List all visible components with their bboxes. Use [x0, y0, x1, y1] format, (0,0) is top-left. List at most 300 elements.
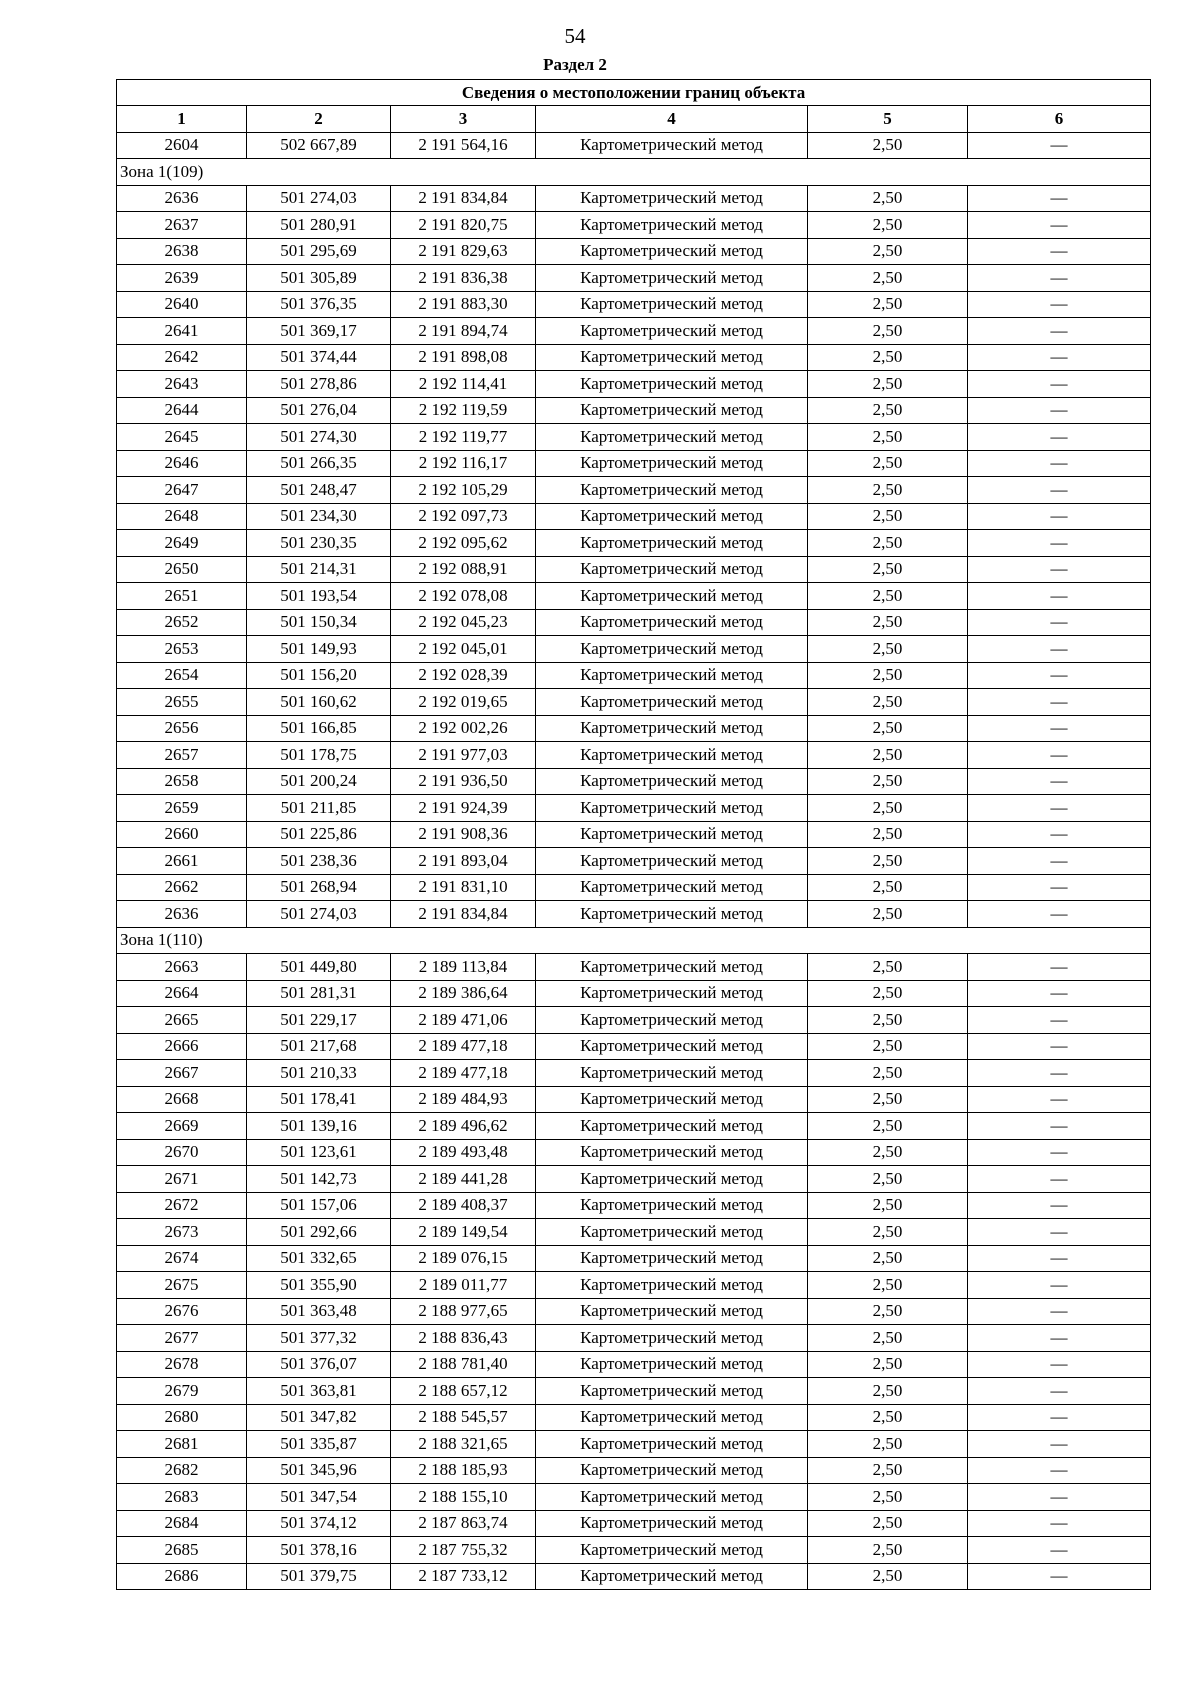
- x-coordinate-cell: 501 355,90: [247, 1272, 391, 1299]
- x-coordinate-cell: 501 225,86: [247, 821, 391, 848]
- point-number-cell: 2657: [117, 742, 247, 769]
- y-coordinate-cell: 2 189 386,64: [391, 980, 536, 1007]
- y-coordinate-cell: 2 192 097,73: [391, 503, 536, 530]
- table-row: [117, 636, 1151, 663]
- column-header-row: [117, 106, 1151, 133]
- accuracy-cell: 2,50: [808, 1272, 968, 1299]
- method-cell: Картометрический метод: [536, 212, 808, 239]
- method-cell: Картометрический метод: [536, 1325, 808, 1352]
- y-coordinate-cell: 2 189 408,37: [391, 1192, 536, 1219]
- table-row: [117, 1325, 1151, 1352]
- y-coordinate-cell: 2 191 977,03: [391, 742, 536, 769]
- x-coordinate-cell: 501 157,06: [247, 1192, 391, 1219]
- x-coordinate-cell: 501 274,03: [247, 185, 391, 212]
- point-number-cell: 2668: [117, 1086, 247, 1113]
- method-cell: Картометрический метод: [536, 424, 808, 451]
- accuracy-cell: 2,50: [808, 397, 968, 424]
- accuracy-cell: 2,50: [808, 821, 968, 848]
- x-coordinate-cell: 501 217,68: [247, 1033, 391, 1060]
- y-coordinate-cell: 2 188 836,43: [391, 1325, 536, 1352]
- accuracy-cell: 2,50: [808, 1404, 968, 1431]
- method-cell: Картометрический метод: [536, 768, 808, 795]
- table-row: [117, 1272, 1151, 1299]
- accuracy-cell: 2,50: [808, 344, 968, 371]
- x-coordinate-cell: 501 369,17: [247, 318, 391, 345]
- description-cell: —: [968, 424, 1151, 451]
- accuracy-cell: 2,50: [808, 212, 968, 239]
- description-cell: —: [968, 1192, 1151, 1219]
- y-coordinate-cell: 2 189 484,93: [391, 1086, 536, 1113]
- method-cell: Картометрический метод: [536, 795, 808, 822]
- method-cell: Картометрический метод: [536, 1060, 808, 1087]
- accuracy-cell: 2,50: [808, 265, 968, 292]
- accuracy-cell: 2,50: [808, 1192, 968, 1219]
- x-coordinate-cell: 502 667,89: [247, 132, 391, 159]
- x-coordinate-cell: 501 379,75: [247, 1563, 391, 1590]
- point-number-cell: 2684: [117, 1510, 247, 1537]
- y-coordinate-cell: 2 192 028,39: [391, 662, 536, 689]
- x-coordinate-cell: 501 376,07: [247, 1351, 391, 1378]
- accuracy-cell: 2,50: [808, 1351, 968, 1378]
- description-cell: —: [968, 185, 1151, 212]
- x-coordinate-cell: 501 274,03: [247, 901, 391, 928]
- accuracy-cell: 2,50: [808, 609, 968, 636]
- description-cell: —: [968, 1510, 1151, 1537]
- y-coordinate-cell: 2 192 119,59: [391, 397, 536, 424]
- table-row: [117, 980, 1151, 1007]
- section-title: Раздел 2: [543, 55, 607, 74]
- method-cell: Картометрический метод: [536, 1404, 808, 1431]
- description-cell: —: [968, 901, 1151, 928]
- method-cell: Картометрический метод: [536, 1113, 808, 1140]
- x-coordinate-cell: 501 305,89: [247, 265, 391, 292]
- y-coordinate-cell: 2 192 045,23: [391, 609, 536, 636]
- accuracy-cell: 2,50: [808, 954, 968, 981]
- y-coordinate-cell: 2 188 155,10: [391, 1484, 536, 1511]
- accuracy-cell: 2,50: [808, 901, 968, 928]
- y-coordinate-cell: 2 189 149,54: [391, 1219, 536, 1246]
- description-cell: —: [968, 715, 1151, 742]
- table-row: [117, 1192, 1151, 1219]
- point-number-cell: 2664: [117, 980, 247, 1007]
- x-coordinate-cell: 501 376,35: [247, 291, 391, 318]
- column-header: 6: [968, 106, 1151, 133]
- table-row: [117, 874, 1151, 901]
- x-coordinate-cell: 501 280,91: [247, 212, 391, 239]
- accuracy-cell: 2,50: [808, 1537, 968, 1564]
- table-row: [117, 715, 1151, 742]
- method-cell: Картометрический метод: [536, 636, 808, 663]
- point-number-cell: 2673: [117, 1219, 247, 1246]
- table-row: [117, 424, 1151, 451]
- point-number-cell: 2670: [117, 1139, 247, 1166]
- y-coordinate-cell: 2 191 831,10: [391, 874, 536, 901]
- table-row: [117, 768, 1151, 795]
- method-cell: Картометрический метод: [536, 980, 808, 1007]
- table-row: [117, 1431, 1151, 1458]
- method-cell: Картометрический метод: [536, 821, 808, 848]
- table-row: [117, 742, 1151, 769]
- accuracy-cell: 2,50: [808, 689, 968, 716]
- y-coordinate-cell: 2 192 116,17: [391, 450, 536, 477]
- table-row: [117, 265, 1151, 292]
- method-cell: Картометрический метод: [536, 662, 808, 689]
- y-coordinate-cell: 2 188 185,93: [391, 1457, 536, 1484]
- x-coordinate-cell: 501 230,35: [247, 530, 391, 557]
- point-number-cell: 2641: [117, 318, 247, 345]
- method-cell: Картометрический метод: [536, 954, 808, 981]
- table-row: [117, 477, 1151, 504]
- x-coordinate-cell: 501 332,65: [247, 1245, 391, 1272]
- y-coordinate-cell: 2 187 733,12: [391, 1563, 536, 1590]
- description-cell: —: [968, 450, 1151, 477]
- accuracy-cell: 2,50: [808, 1166, 968, 1193]
- y-coordinate-cell: 2 191 820,75: [391, 212, 536, 239]
- x-coordinate-cell: 501 166,85: [247, 715, 391, 742]
- description-cell: —: [968, 1272, 1151, 1299]
- accuracy-cell: 2,50: [808, 874, 968, 901]
- description-cell: —: [968, 1113, 1151, 1140]
- point-number-cell: 2658: [117, 768, 247, 795]
- y-coordinate-cell: 2 189 477,18: [391, 1060, 536, 1087]
- table-row: [117, 795, 1151, 822]
- description-cell: —: [968, 1219, 1151, 1246]
- table-row: [117, 450, 1151, 477]
- table-row: [117, 1563, 1151, 1590]
- accuracy-cell: 2,50: [808, 1298, 968, 1325]
- y-coordinate-cell: 2 191 908,36: [391, 821, 536, 848]
- x-coordinate-cell: 501 214,31: [247, 556, 391, 583]
- point-number-cell: 2643: [117, 371, 247, 398]
- description-cell: —: [968, 1007, 1151, 1034]
- description-cell: —: [968, 371, 1151, 398]
- y-coordinate-cell: 2 192 095,62: [391, 530, 536, 557]
- y-coordinate-cell: 2 192 002,26: [391, 715, 536, 742]
- y-coordinate-cell: 2 191 564,16: [391, 132, 536, 159]
- point-number-cell: 2666: [117, 1033, 247, 1060]
- x-coordinate-cell: 501 347,54: [247, 1484, 391, 1511]
- table-row: [117, 318, 1151, 345]
- point-number-cell: 2672: [117, 1192, 247, 1219]
- x-coordinate-cell: 501 378,16: [247, 1537, 391, 1564]
- point-number-cell: 2679: [117, 1378, 247, 1405]
- page-number: 54: [564, 24, 586, 48]
- description-cell: —: [968, 1378, 1151, 1405]
- y-coordinate-cell: 2 191 883,30: [391, 291, 536, 318]
- table-row: [117, 1033, 1151, 1060]
- method-cell: Картометрический метод: [536, 185, 808, 212]
- method-cell: Картометрический метод: [536, 344, 808, 371]
- description-cell: —: [968, 1563, 1151, 1590]
- method-cell: Картометрический метод: [536, 1378, 808, 1405]
- x-coordinate-cell: 501 149,93: [247, 636, 391, 663]
- description-cell: —: [968, 238, 1151, 265]
- table-row: [117, 1484, 1151, 1511]
- method-cell: Картометрический метод: [536, 609, 808, 636]
- column-header: 4: [536, 106, 808, 133]
- table-title: Сведения о местоположении границ объекта: [117, 80, 1151, 106]
- accuracy-cell: 2,50: [808, 424, 968, 451]
- table-row: [117, 821, 1151, 848]
- y-coordinate-cell: 2 188 545,57: [391, 1404, 536, 1431]
- y-coordinate-cell: 2 192 045,01: [391, 636, 536, 663]
- point-number-cell: 2663: [117, 954, 247, 981]
- accuracy-cell: 2,50: [808, 1457, 968, 1484]
- description-cell: —: [968, 265, 1151, 292]
- method-cell: Картометрический метод: [536, 477, 808, 504]
- x-coordinate-cell: 501 377,32: [247, 1325, 391, 1352]
- method-cell: Картометрический метод: [536, 1510, 808, 1537]
- method-cell: Картометрический метод: [536, 689, 808, 716]
- table-row: [117, 503, 1151, 530]
- description-cell: —: [968, 1325, 1151, 1352]
- description-cell: —: [968, 1298, 1151, 1325]
- point-number-cell: 2674: [117, 1245, 247, 1272]
- point-number-cell: 2644: [117, 397, 247, 424]
- method-cell: Картометрический метод: [536, 450, 808, 477]
- x-coordinate-cell: 501 200,24: [247, 768, 391, 795]
- table-row: [117, 1457, 1151, 1484]
- method-cell: Картометрический метод: [536, 1166, 808, 1193]
- description-cell: —: [968, 583, 1151, 610]
- y-coordinate-cell: 2 192 114,41: [391, 371, 536, 398]
- method-cell: Картометрический метод: [536, 848, 808, 875]
- description-cell: —: [968, 291, 1151, 318]
- table-row: [117, 689, 1151, 716]
- y-coordinate-cell: 2 188 657,12: [391, 1378, 536, 1405]
- x-coordinate-cell: 501 193,54: [247, 583, 391, 610]
- x-coordinate-cell: 501 139,16: [247, 1113, 391, 1140]
- description-cell: —: [968, 1457, 1151, 1484]
- accuracy-cell: 2,50: [808, 477, 968, 504]
- zone-label: Зона 1(109): [117, 159, 1151, 186]
- point-number-cell: 2651: [117, 583, 247, 610]
- description-cell: —: [968, 662, 1151, 689]
- x-coordinate-cell: 501 374,44: [247, 344, 391, 371]
- x-coordinate-cell: 501 281,31: [247, 980, 391, 1007]
- method-cell: Картометрический метод: [536, 1457, 808, 1484]
- description-cell: —: [968, 1537, 1151, 1564]
- point-number-cell: 2655: [117, 689, 247, 716]
- x-coordinate-cell: 501 211,85: [247, 795, 391, 822]
- accuracy-cell: 2,50: [808, 371, 968, 398]
- method-cell: Картометрический метод: [536, 1431, 808, 1458]
- point-number-cell: 2653: [117, 636, 247, 663]
- description-cell: —: [968, 556, 1151, 583]
- accuracy-cell: 2,50: [808, 583, 968, 610]
- table-row: [117, 609, 1151, 636]
- point-number-cell: 2681: [117, 1431, 247, 1458]
- y-coordinate-cell: 2 192 078,08: [391, 583, 536, 610]
- description-cell: —: [968, 821, 1151, 848]
- description-cell: —: [968, 848, 1151, 875]
- method-cell: Картометрический метод: [536, 1272, 808, 1299]
- description-cell: —: [968, 1086, 1151, 1113]
- table-row: [117, 1351, 1151, 1378]
- table-row: [117, 212, 1151, 239]
- description-cell: —: [968, 954, 1151, 981]
- accuracy-cell: 2,50: [808, 768, 968, 795]
- table-row: [117, 1139, 1151, 1166]
- point-number-cell: 2637: [117, 212, 247, 239]
- accuracy-cell: 2,50: [808, 1219, 968, 1246]
- accuracy-cell: 2,50: [808, 503, 968, 530]
- accuracy-cell: 2,50: [808, 530, 968, 557]
- x-coordinate-cell: 501 142,73: [247, 1166, 391, 1193]
- table-row: [117, 1007, 1151, 1034]
- description-cell: —: [968, 132, 1151, 159]
- point-number-cell: 2656: [117, 715, 247, 742]
- table-row: [117, 530, 1151, 557]
- y-coordinate-cell: 2 192 088,91: [391, 556, 536, 583]
- accuracy-cell: 2,50: [808, 1113, 968, 1140]
- accuracy-cell: 2,50: [808, 450, 968, 477]
- point-number-cell: 2645: [117, 424, 247, 451]
- description-cell: —: [968, 318, 1151, 345]
- table-row: [117, 583, 1151, 610]
- zone-row: [117, 927, 1151, 954]
- x-coordinate-cell: 501 278,86: [247, 371, 391, 398]
- table-row: [117, 662, 1151, 689]
- description-cell: —: [968, 980, 1151, 1007]
- method-cell: Картометрический метод: [536, 1086, 808, 1113]
- point-number-cell: 2647: [117, 477, 247, 504]
- table-row: [117, 291, 1151, 318]
- method-cell: Картометрический метод: [536, 291, 808, 318]
- y-coordinate-cell: 2 191 836,38: [391, 265, 536, 292]
- x-coordinate-cell: 501 248,47: [247, 477, 391, 504]
- point-number-cell: 2642: [117, 344, 247, 371]
- method-cell: Картометрический метод: [536, 583, 808, 610]
- accuracy-cell: 2,50: [808, 1033, 968, 1060]
- table-row: [117, 954, 1151, 981]
- method-cell: Картометрический метод: [536, 742, 808, 769]
- point-number-cell: 2669: [117, 1113, 247, 1140]
- x-coordinate-cell: 501 276,04: [247, 397, 391, 424]
- description-cell: —: [968, 795, 1151, 822]
- table-row: [117, 1245, 1151, 1272]
- table-row: [117, 185, 1151, 212]
- point-number-cell: 2683: [117, 1484, 247, 1511]
- description-cell: —: [968, 1431, 1151, 1458]
- x-coordinate-cell: 501 210,33: [247, 1060, 391, 1087]
- accuracy-cell: 2,50: [808, 636, 968, 663]
- point-number-cell: 2660: [117, 821, 247, 848]
- table-row: [117, 848, 1151, 875]
- description-cell: —: [968, 1351, 1151, 1378]
- column-header: 1: [117, 106, 247, 133]
- point-number-cell: 2650: [117, 556, 247, 583]
- method-cell: Картометрический метод: [536, 1219, 808, 1246]
- x-coordinate-cell: 501 449,80: [247, 954, 391, 981]
- point-number-cell: 2680: [117, 1404, 247, 1431]
- method-cell: Картометрический метод: [536, 1192, 808, 1219]
- method-cell: Картометрический метод: [536, 1351, 808, 1378]
- y-coordinate-cell: 2 191 834,84: [391, 901, 536, 928]
- accuracy-cell: 2,50: [808, 1484, 968, 1511]
- y-coordinate-cell: 2 191 924,39: [391, 795, 536, 822]
- point-number-cell: 2648: [117, 503, 247, 530]
- x-coordinate-cell: 501 238,36: [247, 848, 391, 875]
- y-coordinate-cell: 2 187 863,74: [391, 1510, 536, 1537]
- method-cell: Картометрический метод: [536, 132, 808, 159]
- x-coordinate-cell: 501 178,41: [247, 1086, 391, 1113]
- table-row: [117, 132, 1151, 159]
- point-number-cell: 2652: [117, 609, 247, 636]
- table-title-row: [117, 80, 1151, 106]
- zone-label: Зона 1(110): [117, 927, 1151, 954]
- accuracy-cell: 2,50: [808, 1510, 968, 1537]
- y-coordinate-cell: 2 191 829,63: [391, 238, 536, 265]
- table-row: [117, 1404, 1151, 1431]
- description-cell: —: [968, 212, 1151, 239]
- x-coordinate-cell: 501 150,34: [247, 609, 391, 636]
- accuracy-cell: 2,50: [808, 1007, 968, 1034]
- method-cell: Картометрический метод: [536, 1033, 808, 1060]
- x-coordinate-cell: 501 229,17: [247, 1007, 391, 1034]
- accuracy-cell: 2,50: [808, 1325, 968, 1352]
- table-row: [117, 344, 1151, 371]
- y-coordinate-cell: 2 189 076,15: [391, 1245, 536, 1272]
- point-number-cell: 2640: [117, 291, 247, 318]
- y-coordinate-cell: 2 188 781,40: [391, 1351, 536, 1378]
- method-cell: Картометрический метод: [536, 1245, 808, 1272]
- y-coordinate-cell: 2 189 471,06: [391, 1007, 536, 1034]
- table-row: [117, 1219, 1151, 1246]
- method-cell: Картометрический метод: [536, 874, 808, 901]
- method-cell: Картометрический метод: [536, 1537, 808, 1564]
- description-cell: —: [968, 344, 1151, 371]
- description-cell: —: [968, 609, 1151, 636]
- point-number-cell: 2649: [117, 530, 247, 557]
- description-cell: —: [968, 477, 1151, 504]
- point-number-cell: 2661: [117, 848, 247, 875]
- y-coordinate-cell: 2 188 321,65: [391, 1431, 536, 1458]
- point-number-cell: 2646: [117, 450, 247, 477]
- accuracy-cell: 2,50: [808, 1378, 968, 1405]
- x-coordinate-cell: 501 274,30: [247, 424, 391, 451]
- description-cell: —: [968, 874, 1151, 901]
- accuracy-cell: 2,50: [808, 185, 968, 212]
- method-cell: Картометрический метод: [536, 265, 808, 292]
- table-row: [117, 397, 1151, 424]
- y-coordinate-cell: 2 191 834,84: [391, 185, 536, 212]
- x-coordinate-cell: 501 295,69: [247, 238, 391, 265]
- description-cell: —: [968, 503, 1151, 530]
- x-coordinate-cell: 501 156,20: [247, 662, 391, 689]
- method-cell: Картометрический метод: [536, 318, 808, 345]
- method-cell: Картометрический метод: [536, 556, 808, 583]
- point-number-cell: 2685: [117, 1537, 247, 1564]
- accuracy-cell: 2,50: [808, 715, 968, 742]
- method-cell: Картометрический метод: [536, 1484, 808, 1511]
- point-number-cell: 2675: [117, 1272, 247, 1299]
- accuracy-cell: 2,50: [808, 1563, 968, 1590]
- y-coordinate-cell: 2 191 893,04: [391, 848, 536, 875]
- table-body: [117, 132, 1151, 1590]
- column-header: 3: [391, 106, 536, 133]
- y-coordinate-cell: 2 189 011,77: [391, 1272, 536, 1299]
- accuracy-cell: 2,50: [808, 742, 968, 769]
- y-coordinate-cell: 2 192 019,65: [391, 689, 536, 716]
- accuracy-cell: 2,50: [808, 662, 968, 689]
- y-coordinate-cell: 2 191 898,08: [391, 344, 536, 371]
- y-coordinate-cell: 2 187 755,32: [391, 1537, 536, 1564]
- description-cell: —: [968, 1139, 1151, 1166]
- x-coordinate-cell: 501 335,87: [247, 1431, 391, 1458]
- point-number-cell: 2636: [117, 185, 247, 212]
- method-cell: Картометрический метод: [536, 1298, 808, 1325]
